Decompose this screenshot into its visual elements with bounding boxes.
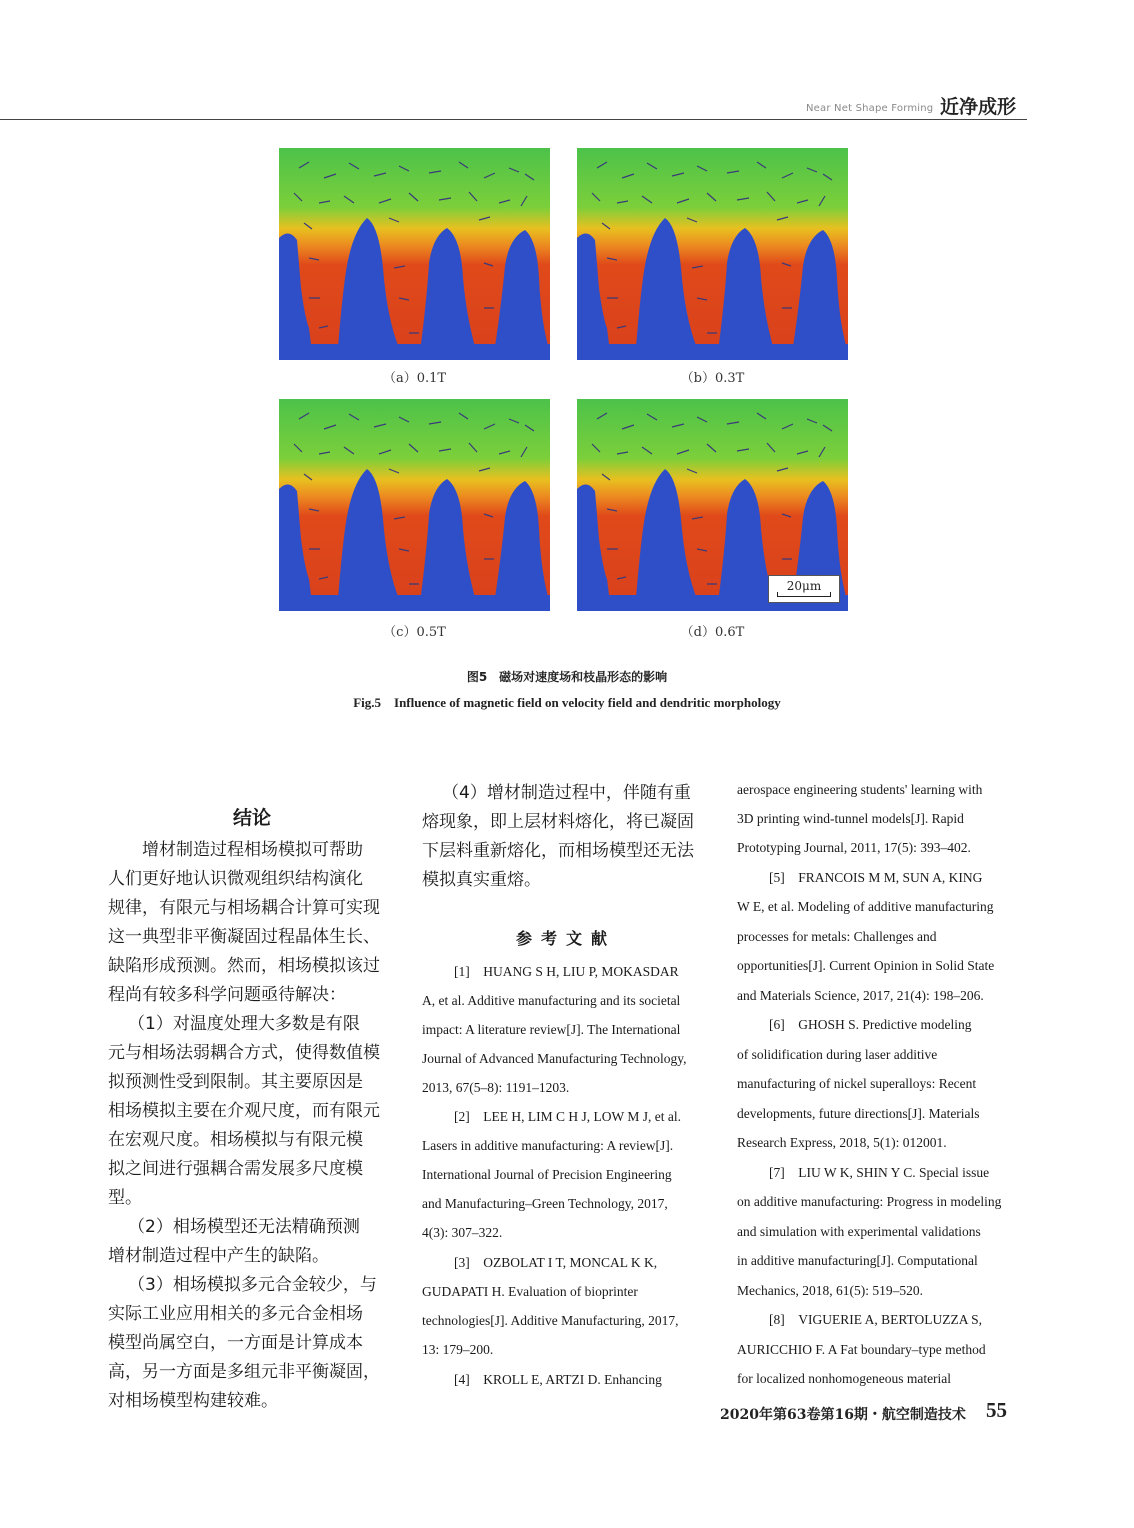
text-line: 型。 bbox=[108, 1188, 142, 1208]
reference-line: [6] GHOSH S. Predictive modeling bbox=[769, 1017, 972, 1032]
text-line: 模型尚属空白，一方面是计算成本 bbox=[108, 1333, 363, 1353]
text-line: 实际工业应用相关的多元合金相场 bbox=[108, 1304, 363, 1324]
reference-line: and Manufacturing–Green Technology, 2017, bbox=[422, 1196, 668, 1211]
figure-panel-a bbox=[279, 148, 550, 360]
reference-line: and simulation with experimental validations bbox=[737, 1224, 981, 1239]
reference-line: [2] LEE H, LIM C H J, LOW M J, et al. bbox=[454, 1109, 681, 1124]
text-line: 在宏观尺度。相场模拟与有限元模 bbox=[108, 1130, 363, 1150]
text-line: 缺陷形成预测。然而，相场模拟该过 bbox=[108, 956, 380, 976]
panel-label-b: （b）0.3T bbox=[680, 371, 745, 386]
panel-label-d: （d）0.6T bbox=[680, 625, 745, 640]
reference-line: on additive manufacturing: Progress in modeling bbox=[737, 1194, 1002, 1209]
reference-line: W E, et al. Modeling of additive manufacturing bbox=[737, 899, 994, 914]
journal-name-en: Near Net Shape Forming bbox=[806, 103, 934, 114]
reference-line: for localized nonhomogeneous material bbox=[737, 1371, 952, 1386]
reference-line: Lasers in additive manufacturing: A review[J]. bbox=[422, 1138, 674, 1153]
figure-caption-en: Fig.5 Influence of magnetic field on velocity field and dendritic morphology bbox=[353, 695, 781, 710]
text-line: 相场模拟主要在介观尺度，而有限元 bbox=[108, 1101, 380, 1121]
reference-line: developments, future directions[J]. Materials bbox=[737, 1106, 980, 1121]
reference-line: 2013, 67(5–8): 1191–1203. bbox=[422, 1080, 570, 1095]
reference-line: 13: 179–200. bbox=[422, 1342, 494, 1357]
references-heading: 参考文献 bbox=[515, 929, 616, 948]
reference-line: 3D printing wind-tunnel models[J]. Rapid bbox=[737, 811, 964, 826]
panel-label-a: （a）0.1T bbox=[382, 371, 447, 386]
scale-bar-label: 20μm bbox=[786, 579, 822, 593]
text-line: 拟预测性受到限制。其主要原因是 bbox=[108, 1072, 363, 1092]
text-line: 模拟真实重熔。 bbox=[422, 870, 541, 890]
reference-line: [5] FRANCOIS M M, SUN A, KING bbox=[769, 870, 983, 885]
text-line: （4）增材制造过程中，伴随有重 bbox=[442, 783, 691, 803]
reference-line: [3] OZBOLAT I T, MONCAL K K, bbox=[454, 1255, 658, 1270]
text-line: 增材制造过程相场模拟可帮助 bbox=[142, 840, 363, 860]
reference-line: 4(3): 307–322. bbox=[422, 1225, 503, 1240]
reference-line: and Materials Science, 2017, 21(4): 198–206. bbox=[737, 988, 984, 1003]
text-line: （1）对温度处理大多数是有限 bbox=[128, 1014, 360, 1034]
scale-bar bbox=[768, 575, 840, 603]
section-heading-conclusion: 结论 bbox=[232, 807, 271, 829]
footer-issue: 2020年第63卷第16期・航空制造技术 bbox=[720, 1407, 966, 1423]
reference-line: technologies[J]. Additive Manufacturing, 2017, bbox=[422, 1313, 679, 1328]
text-line: （2）相场模型还无法精确预测 bbox=[128, 1217, 360, 1237]
text-line: 人们更好地认识微观组织结构演化 bbox=[108, 869, 363, 889]
reference-line: Research Express, 2018, 5(1): 012001. bbox=[737, 1135, 947, 1150]
reference-line: manufacturing of nickel superalloys: Recent bbox=[737, 1076, 977, 1091]
reference-line: A, et al. Additive manufacturing and its societal bbox=[422, 993, 681, 1008]
text-line: 程尚有较多科学问题亟待解决： bbox=[108, 985, 346, 1005]
text-line: 熔现象，即上层材料熔化，将已凝固 bbox=[422, 812, 694, 832]
figure-panel-c bbox=[279, 399, 550, 611]
reference-line: International Journal of Precision Engineering bbox=[422, 1167, 672, 1182]
figure-caption-cn: 图5 磁场对速度场和枝晶形态的影响 bbox=[466, 670, 668, 684]
panel-label-c: （c）0.5T bbox=[383, 625, 446, 640]
reference-line: Journal of Advanced Manufacturing Technology, bbox=[422, 1051, 687, 1066]
reference-line: Prototyping Journal, 2011, 17(5): 393–402. bbox=[737, 840, 971, 855]
header-rule bbox=[0, 119, 1027, 120]
text-line: 增材制造过程中产生的缺陷。 bbox=[108, 1246, 329, 1266]
text-line: 这一典型非平衡凝固过程晶体生长、 bbox=[108, 927, 380, 947]
reference-line: GUDAPATI H. Evaluation of bioprinter bbox=[422, 1284, 638, 1299]
reference-line: processes for metals: Challenges and bbox=[737, 929, 937, 944]
text-line: 高，另一方面是多组元非平衡凝固， bbox=[108, 1362, 380, 1382]
text-line: （3）相场模拟多元合金较少，与 bbox=[128, 1275, 377, 1295]
reference-line: [8] VIGUERIE A, BERTOLUZZA S, bbox=[769, 1312, 983, 1327]
text-line: 元与相场法弱耦合方式，使得数值模 bbox=[108, 1043, 380, 1063]
reference-line: in additive manufacturing[J]. Computational bbox=[737, 1253, 978, 1268]
text-line: 规律，有限元与相场耦合计算可实现 bbox=[108, 898, 380, 918]
reference-line: of solidification during laser additive bbox=[737, 1047, 938, 1062]
scale-bar-line bbox=[777, 596, 831, 597]
reference-line: [4] KROLL E, ARTZI D. Enhancing bbox=[454, 1372, 662, 1387]
reference-line: aerospace engineering students' learning with bbox=[737, 782, 983, 797]
journal-name-cn: 近净成形 bbox=[940, 96, 1017, 118]
page-number: 55 bbox=[986, 1398, 1007, 1422]
reference-line: opportunities[J]. Current Opinion in Solid State bbox=[737, 958, 995, 973]
text-line: 拟之间进行强耦合需发展多尺度模 bbox=[108, 1159, 363, 1179]
reference-line: [1] HUANG S H, LIU P, MOKASDAR bbox=[454, 964, 679, 979]
reference-line: AURICCHIO F. A Fat boundary–type method bbox=[737, 1342, 986, 1357]
text-line: 下层料重新熔化，而相场模型还无法 bbox=[422, 841, 694, 861]
reference-line: [7] LIU W K, SHIN Y C. Special issue bbox=[769, 1165, 990, 1180]
text-line: 对相场模型构建较难。 bbox=[108, 1391, 278, 1411]
reference-line: impact: A literature review[J]. The International bbox=[422, 1022, 681, 1037]
figure-panel-b bbox=[577, 148, 848, 360]
reference-line: Mechanics, 2018, 61(5): 519–520. bbox=[737, 1283, 923, 1298]
